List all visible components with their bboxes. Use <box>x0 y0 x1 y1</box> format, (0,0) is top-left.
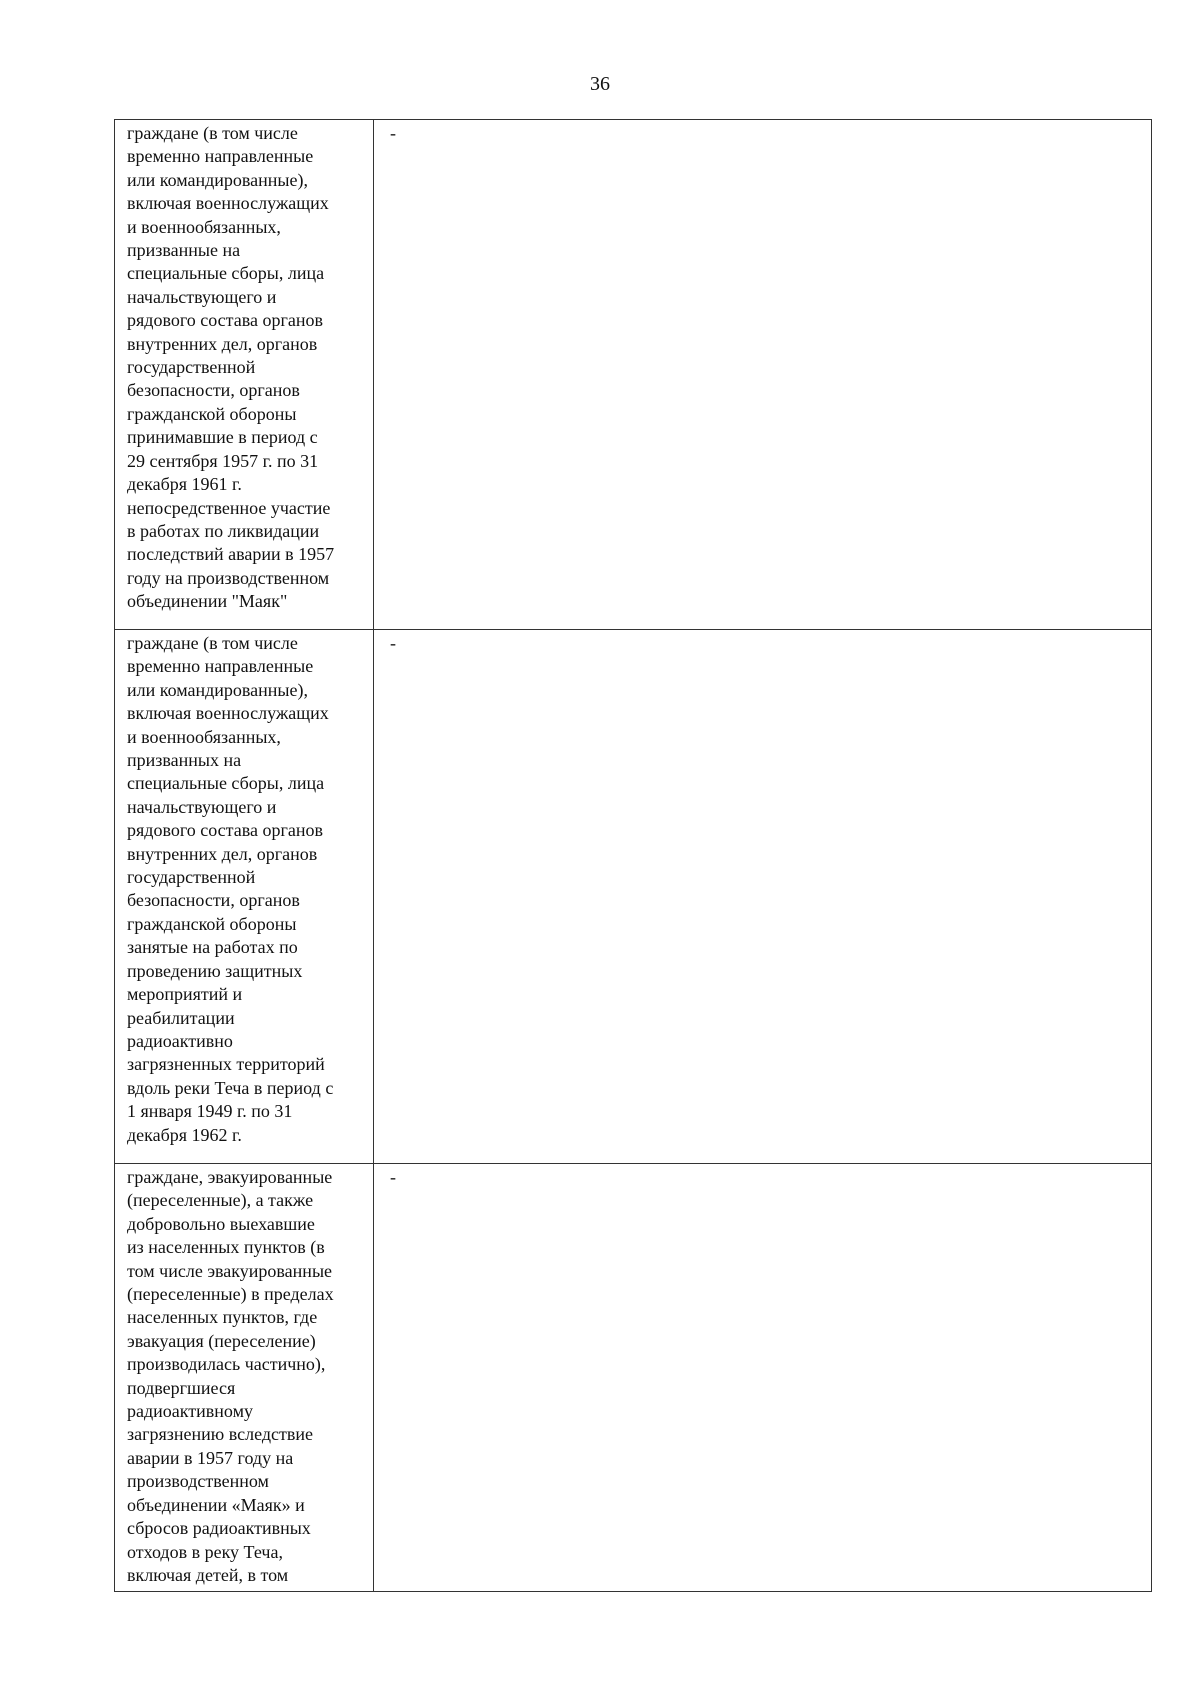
category-text: граждане (в том числе временно направленные или командированные), включая военнослужащих и военнообязанных, призванные на специальные сборы, лица начальствующего и рядового состава органов внутренних дел, органов государственной безопасности, органов гражданской обороны принимавшие в период с 29 сентября 1957 г. по 31 декабря 1961 г. непосредственное участие в работах по ликвидации последствий аварии в 1957 году на производственном объединении "Маяк" <box>127 123 335 612</box>
value-text: - <box>390 633 396 653</box>
category-cell <box>115 630 374 1164</box>
value-text: - <box>390 1167 396 1187</box>
category-cell <box>115 120 374 630</box>
table-row <box>115 120 1152 630</box>
value-cell <box>374 1164 1152 1592</box>
category-text: граждане, эвакуированные (переселенные), а также добровольно выехавшие из населенных пунктов (в том числе эвакуированные (переселенные) в пределах населенных пунктов, где эвакуация (переселение) производилась частично), подвергшиеся радиоактивному загрязнению вследствие аварии в 1957 году на производственном объединении «Маяк» и сбросов радиоактивных отходов в реку Теча, включая детей, в том <box>127 1167 334 1585</box>
table-row <box>115 1164 1152 1592</box>
category-text: граждане (в том числе временно направленные или командированные), включая военнослужащих и военнообязанных, призванных на специальные сборы, лица начальствующего и рядового состава органов внутренних дел, органов государственной безопасности, органов гражданской обороны занятые на работах по проведению защитных мероприятий и реабилитации радиоактивно загрязненных территорий вдоль реки Теча в период с 1 января 1949 г. по 31 декабря 1962 г. <box>127 633 334 1145</box>
benefits-table <box>114 119 1152 1592</box>
category-cell <box>115 1164 374 1592</box>
value-cell <box>374 630 1152 1164</box>
value-cell <box>374 120 1152 630</box>
page-number: 36 <box>590 73 610 95</box>
table-row <box>115 630 1152 1164</box>
value-text: - <box>390 123 396 143</box>
